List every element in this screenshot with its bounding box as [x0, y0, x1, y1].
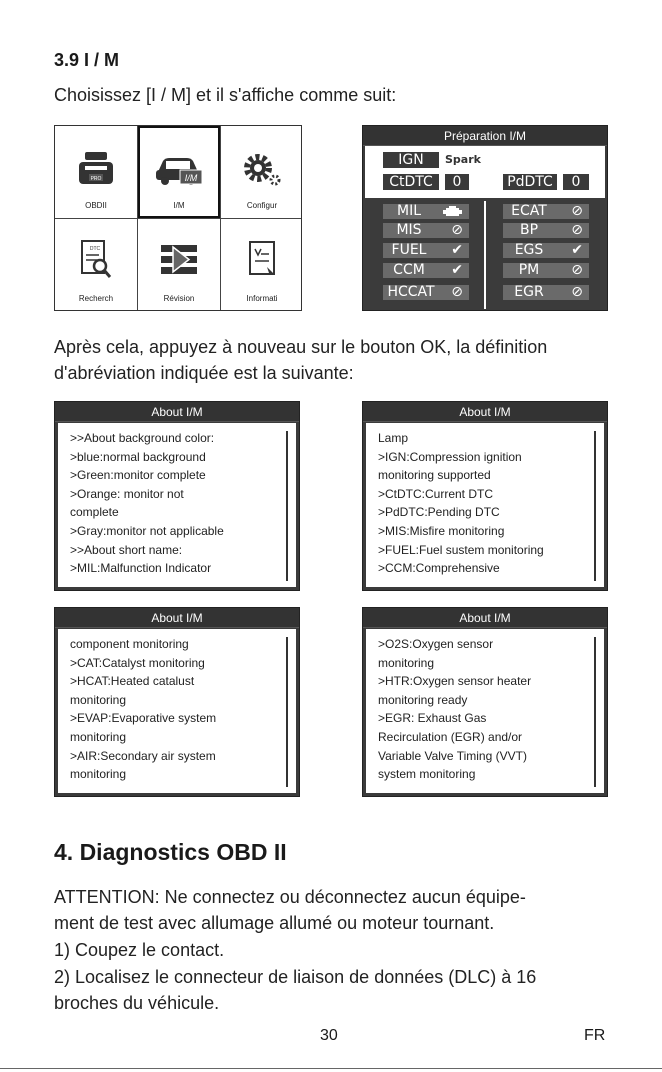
pddtc-tag: PdDTC [503, 174, 557, 190]
dtc-search-icon [79, 239, 113, 281]
engine-icon [443, 205, 463, 218]
bottom-divider [0, 1068, 662, 1069]
menu-label-review: Révision [163, 294, 195, 303]
document-info-icon [245, 239, 279, 281]
monitor-row: HCCAT ⊘ [383, 285, 469, 300]
about-title: About I/M [55, 608, 299, 628]
after-text-line-2: d'abréviation indiquée est la suivante: [54, 363, 354, 383]
svg-text:I/M: I/M [184, 173, 198, 183]
check-icon: ✔ [451, 242, 463, 258]
ctdtc-tag: CtDTC [383, 174, 439, 190]
not-applicable-icon: ⊘ [571, 262, 583, 278]
scrollbar[interactable] [286, 637, 288, 787]
menu-item-search[interactable] [55, 219, 137, 311]
language-code: FR [584, 1027, 606, 1044]
monitor-row: MIL [383, 204, 469, 219]
not-applicable-icon: ⊘ [451, 222, 463, 238]
after-text-line-1: Après cela, appuyez à nouveau sur le bouton OK, la définition [54, 337, 548, 357]
svg-text:DTC: DTC [89, 246, 101, 252]
car-im-icon [154, 150, 204, 190]
not-applicable-icon: ⊘ [571, 222, 583, 238]
about-title: About I/M [363, 608, 607, 628]
monitor-row: EGS ✔ [503, 243, 589, 258]
about-im-box: About I/M component monitoring >CAT:Catalyst monitoring >HCAT:Heated catalust monitoring >EVAP:Evaporative system monitoring >AIR:Secondary air system monitoring [54, 607, 300, 797]
menu-item-im[interactable] [138, 126, 220, 218]
readiness-summary [365, 146, 605, 198]
im-readiness-screen [362, 125, 608, 311]
menu-label-search: Recherch [78, 294, 114, 303]
not-applicable-icon: ⊘ [571, 203, 583, 219]
about-title: About I/M [55, 402, 299, 422]
monitor-row: FUEL ✔ [383, 243, 469, 258]
menu-item-review[interactable] [138, 219, 220, 311]
body-line: 2) Localisez le connecteur de liaison de données (DLC) à 16 [54, 967, 537, 987]
menu-label-config: Configur [246, 201, 278, 210]
check-icon: ✔ [571, 242, 583, 258]
section-heading: 3.9 I / M [54, 50, 120, 70]
menu-label-im: I/M [173, 201, 185, 210]
scrollbar[interactable] [286, 431, 288, 581]
menu-item-obdii[interactable] [55, 126, 137, 218]
ign-tag: IGN [383, 152, 439, 168]
menu-item-info[interactable] [221, 219, 303, 311]
check-icon: ✔ [451, 262, 463, 278]
monitor-row: EGR ⊘ [503, 285, 589, 300]
page-number: 30 [320, 1027, 338, 1044]
monitor-row: ECAT ⊘ [503, 204, 589, 219]
menu-label-obdii: OBDII [85, 201, 107, 210]
scrollbar[interactable] [594, 431, 596, 581]
monitor-row: BP ⊘ [503, 223, 589, 238]
about-im-box: About I/M Lamp >IGN:Compression ignition monitoring supported >CtDTC:Current DTC >PdDTC:Pending DTC >MIS:Misfire monitoring >FUEL:Fuel sustem monitoring >CCM:Comprehensive [362, 401, 608, 591]
section4-heading: 4. Diagnostics OBD II [54, 839, 287, 865]
body-line: ATTENTION: Ne connectez ou déconnectez aucun équipe- [54, 887, 526, 907]
monitor-row: PM ⊘ [503, 263, 589, 278]
body-line: 1) Coupez le contact. [54, 940, 225, 960]
body-line: ment de test avec allumage allumé ou moteur tournant. [54, 913, 495, 933]
about-title: About I/M [363, 402, 607, 422]
not-applicable-icon: ⊘ [451, 284, 463, 300]
monitor-row: CCM ✔ [383, 263, 469, 278]
monitor-row: MIS ⊘ [383, 223, 469, 238]
about-im-box: About I/M >O2S:Oxygen sensor monitoring >HTR:Oxygen sensor heater monitoring ready >EGR: Exhaust Gas Recirculation (EGR) and/or Variable Valve Timing (VVT) system monitoring [362, 607, 608, 797]
body-line: broches du véhicule. [54, 993, 220, 1013]
pddtc-value: 0 [563, 174, 589, 190]
svg-text:PRO: PRO [90, 176, 102, 182]
ctdtc-value: 0 [445, 174, 469, 190]
spark-label: Spark [445, 153, 481, 166]
menu-item-config[interactable] [221, 126, 303, 218]
screen-title: Préparation I/M [363, 126, 607, 146]
not-applicable-icon: ⊘ [571, 284, 583, 300]
main-menu-screen [54, 125, 302, 311]
obd-connector-icon [75, 150, 117, 190]
menu-label-info: Informati [246, 294, 278, 303]
review-play-icon [157, 241, 201, 281]
about-im-box: About I/M >>About background color: >blue:normal background >Green:monitor complete >Orange: monitor not complete >Gray:monitor not applicable >>About short name: >MIL:Malfunction Indicator [54, 401, 300, 591]
settings-gears-icon [240, 150, 284, 190]
scrollbar[interactable] [594, 637, 596, 787]
intro-text: Choisissez [I / M] et il s'affiche comme suit: [54, 85, 397, 105]
